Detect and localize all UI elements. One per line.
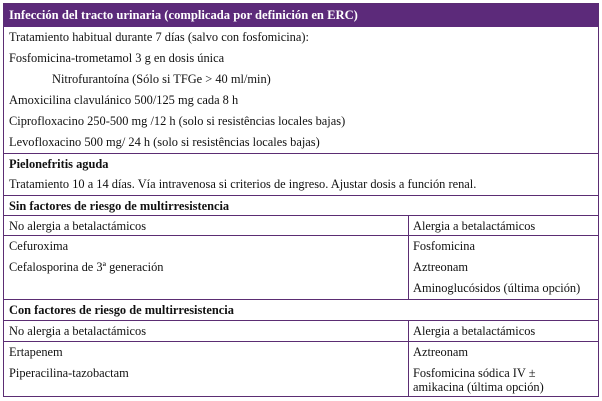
column-divider [408,320,409,396]
divider [4,320,598,321]
list-item: Aminoglucósidos (última opción) [413,281,581,295]
no-risk-heading: Sin factores de riesgo de multirresistencia [9,199,230,213]
treatment-table [3,3,599,397]
list-item: Cefuroxima [9,239,69,253]
list-item: Ertapenem [9,345,63,359]
no-risk-col-left: No alergia a betalactámicos [9,219,147,233]
divider [4,195,598,196]
divider [4,341,598,342]
column-divider [408,215,409,299]
list-item: Fosfomicina [413,239,475,253]
list-item: Aztreonam [413,345,469,359]
risk-heading: Con factores de riesgo de multirresistencia [9,303,234,317]
divider [4,153,598,154]
no-risk-col-right: Alergia a betalactámicos [413,219,536,233]
drug-line: Fosfomicina-trometamol 3 g en dosis única [9,51,225,65]
list-item: Fosfomicina sódica IV ± [413,366,536,380]
risk-col-left: No alergia a betalactámicos [9,324,147,338]
divider [4,299,598,300]
cystitis-intro: Tratamiento habitual durante 7 días (salvo con fosfomicina): [9,30,309,44]
drug-line: Levofloxacino 500 mg/ 24 h (solo si resistências locales bajas) [9,135,320,149]
pyelo-heading: Pielonefritis aguda [9,157,109,171]
divider [4,235,598,236]
risk-col-right: Alergia a betalactámicos [413,324,536,338]
drug-line: Nitrofurantoína (Sólo si TFGe > 40 ml/min) [52,72,271,86]
list-item: amikacina (última opción) [413,380,544,394]
table-title: Infección del tracto urinaria (complicada por definición en ERC) [4,4,598,27]
list-item: Piperacilina-tazobactam [9,366,129,380]
list-item: Cefalosporina de 3ª generación [9,260,164,274]
pyelo-text: Tratamiento 10 a 14 días. Vía intravenosa si criterios de ingreso. Ajustar dosis a función renal. [9,177,477,191]
divider [4,215,598,216]
drug-line: Amoxicilina clavulánico 500/125 mg cada 8 h [9,93,239,107]
list-item: Aztreonam [413,260,469,274]
drug-line: Ciprofloxacino 250-500 mg /12 h (solo si resistências locales bajas) [9,114,346,128]
